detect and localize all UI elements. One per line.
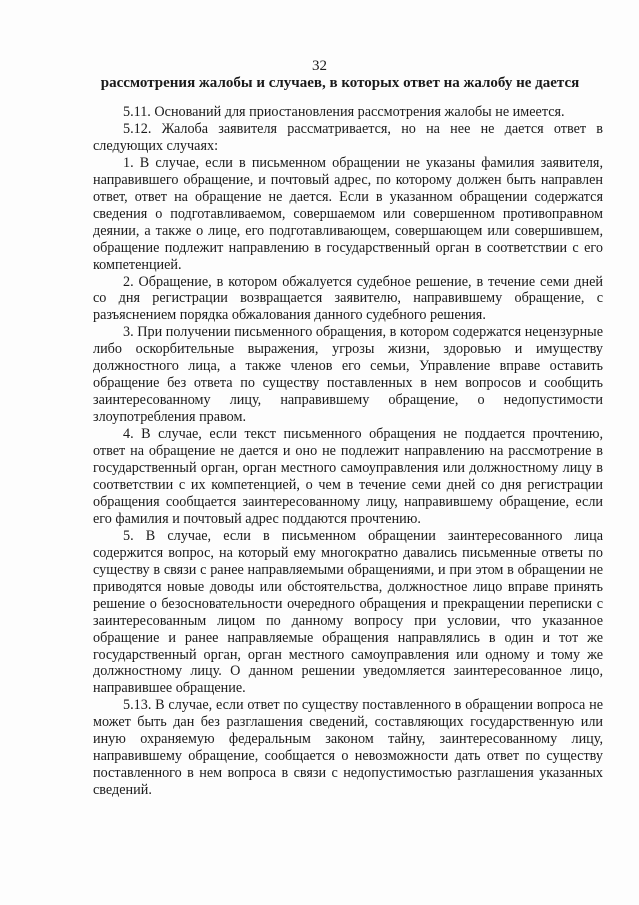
- paragraph-5-11: 5.11. Оснований для приостановления рассмотрения жалобы не имеется.: [123, 104, 565, 120]
- paragraph-case-3: 3. При получении письменного обращения, в котором содержатся нецензурные либо оскорбительные выражения, угрозы жизни, здоровью и имуществу должностного лица, а также членов его семьи, Управление вправе оставить обращение без ответа по существу поставленных в нем вопросов и сообщить заинтересованному лицу, направившему обращение, о недопустимости злоупотребления правом.: [93, 324, 603, 426]
- paragraph-5-12: 5.12. Жалоба заявителя рассматривается, но на нее не дается ответ в следующих случаях:: [93, 120, 603, 154]
- page-number: 32: [312, 58, 327, 74]
- section-heading: рассмотрения жалобы и случаев, в которых ответ на жалобу не дается: [100, 75, 580, 91]
- paragraph-case-4: 4. В случае, если текст письменного обращения не поддается прочтению, ответ на обращение не дается и оно не подлежит направлению на рассмотрение в государственный орган, орган местного самоуправления или должностному лицу в соответствии с их компетенцией, о чем в течение семи дней со дня регистрации обращения сообщается заинтересованному лицу, направившему обращение, если его фамилия и почтовый адрес поддаются прочтению.: [93, 426, 603, 527]
- paragraph-case-5: 5. В случае, если в письменном обращении заинтересованного лица содержится вопрос, на который ему многократно давались письменные ответы по существу в связи с ранее направляемыми обращениями, и при этом в обращении не приводятся новые доводы или обстоятельства, должностное лицо вправе принять решение о безосновательности очередного обращения и прекращении переписки с заинтересованным лицом по данному вопросу при условии, что указанное обращение и ранее направляемые обращения направлялись в один и тот же государственный орган, орган местного самоуправления или одному и тому же должностному лицу. О данном решении уведомляется заинтересованное лицо, направившее обращение.: [93, 527, 603, 697]
- paragraph-case-1: 1. В случае, если в письменном обращении не указаны фамилия заявителя, направившего обращение, и почтовый адрес, по которому должен быть направлен ответ, ответ на обращение не дается. Если в указанном обращении содержатся сведения о подготавливаемом, совершаемом или совершенном противоправном деянии, а также о лице, его подготавливающем, совершающем или совершившем, обращение подлежит направлению в государственный орган в соответствии с его компетенцией.: [93, 154, 603, 273]
- paragraph-case-2: 2. Обращение, в котором обжалуется судебное решение, в течение семи дней со дня регистрации возвращается заявителю, направившему обращение, с разъяснением порядка обжалования данного судебного решения.: [93, 273, 603, 324]
- paragraph-5-13: 5.13. В случае, если ответ по существу поставленного в обращении вопроса не может быть дан без разглашения сведений, составляющих государственную или иную охраняемую федеральным законом тайну, заинтересованному лицу, направившему обращение, сообщается о невозможности дать ответ по существу поставленного в нем вопроса в связи с недопустимостью разглашения указанных сведений.: [93, 697, 603, 799]
- document-body: [93, 104, 603, 799]
